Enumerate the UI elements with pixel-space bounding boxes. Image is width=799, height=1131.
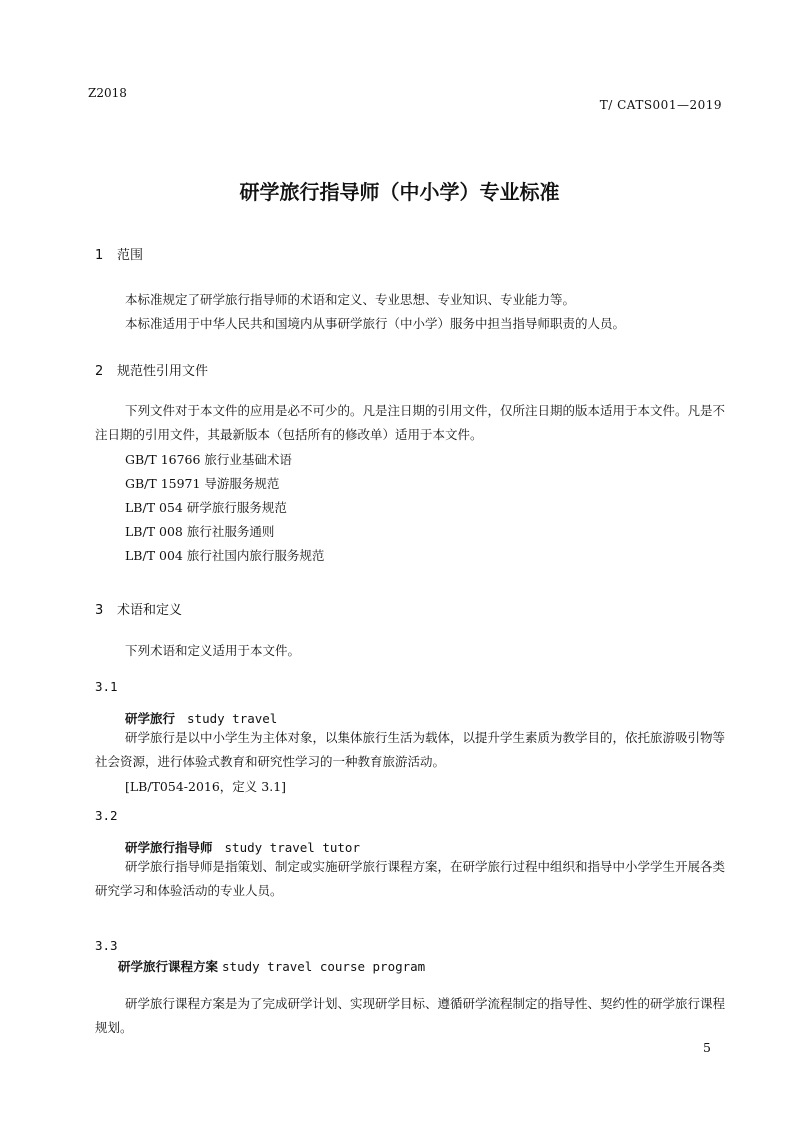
term-english: study travel tutor	[224, 840, 360, 855]
section-3-heading	[95, 599, 182, 618]
section-3-intro: 下列术语和定义适用于本文件。	[125, 643, 301, 658]
term-number: 3.2	[95, 808, 118, 823]
reference-item: GB/T 16766 旅行业基础术语	[125, 452, 292, 467]
reference-item: LB/T 008 旅行社服务通则	[125, 524, 275, 539]
reference-item: GB/T 15971 导游服务规范	[125, 476, 280, 491]
term-heading	[125, 709, 277, 727]
section-1-heading	[95, 244, 143, 263]
term-chinese: 研学旅行课程方案	[118, 959, 219, 974]
term-number: 3.3	[95, 938, 118, 953]
term-chinese: 研学旅行	[125, 711, 176, 726]
document-title: 研学旅行指导师（中小学）专业标准	[239, 180, 560, 204]
section-1-paragraph-1: 本标准规定了研学旅行指导师的术语和定义、专业思想、专业知识、专业能力等。	[125, 292, 576, 307]
term-heading	[125, 838, 360, 856]
section-title: 范围	[117, 248, 144, 263]
section-2-intro: 下列文件对于本文件的应用是必不可少的。凡是注日期的引用文件，仅所注日期的版本适用于本文件。凡是不注日期的引用文件，其最新版本（包括所有的修改单）适用于本文件。	[95, 403, 726, 442]
section-number: 3	[95, 603, 104, 618]
term-chinese: 研学旅行指导师	[125, 840, 213, 855]
term-english: study travel	[187, 711, 278, 726]
section-number: 1	[95, 248, 104, 263]
section-2-heading	[95, 360, 208, 379]
term-heading	[118, 957, 425, 975]
header-standard-code: T/ CATS001—2019	[599, 98, 722, 112]
term-definition: 研学旅行课程方案是为了完成研学计划、实现研学目标、遵循研学流程制定的指导性、契约性的研学旅行课程规划。	[95, 996, 726, 1035]
reference-item: LB/T 004 旅行社国内旅行服务规范	[125, 548, 325, 563]
page-number: 5	[703, 1040, 711, 1055]
section-title: 术语和定义	[117, 603, 183, 618]
term-definition: 研学旅行是以中小学生为主体对象，以集体旅行生活为载体，以提升学生素质为教学目的，依托旅游吸引物等社会资源，进行体验式教育和研究性学习的一种教育旅游活动。	[95, 730, 726, 769]
section-title: 规范性引用文件	[117, 364, 209, 379]
section-1-paragraph-2: 本标准适用于中华人民共和国境内从事研学旅行（中小学）服务中担当指导师职责的人员。	[125, 316, 626, 331]
header-left-code: Z2018	[88, 86, 127, 100]
term-source: [LB/T054-2016，定义 3.1]	[125, 779, 287, 794]
term-english: study travel course program	[222, 959, 426, 974]
term-number: 3.1	[95, 679, 118, 694]
reference-item: LB/T 054 研学旅行服务规范	[125, 500, 287, 515]
term-definition: 研学旅行指导师是指策划、制定或实施研学旅行课程方案，在研学旅行过程中组织和指导中小学学生开展各类研究学习和体验活动的专业人员。	[95, 859, 726, 898]
section-number: 2	[95, 364, 104, 379]
